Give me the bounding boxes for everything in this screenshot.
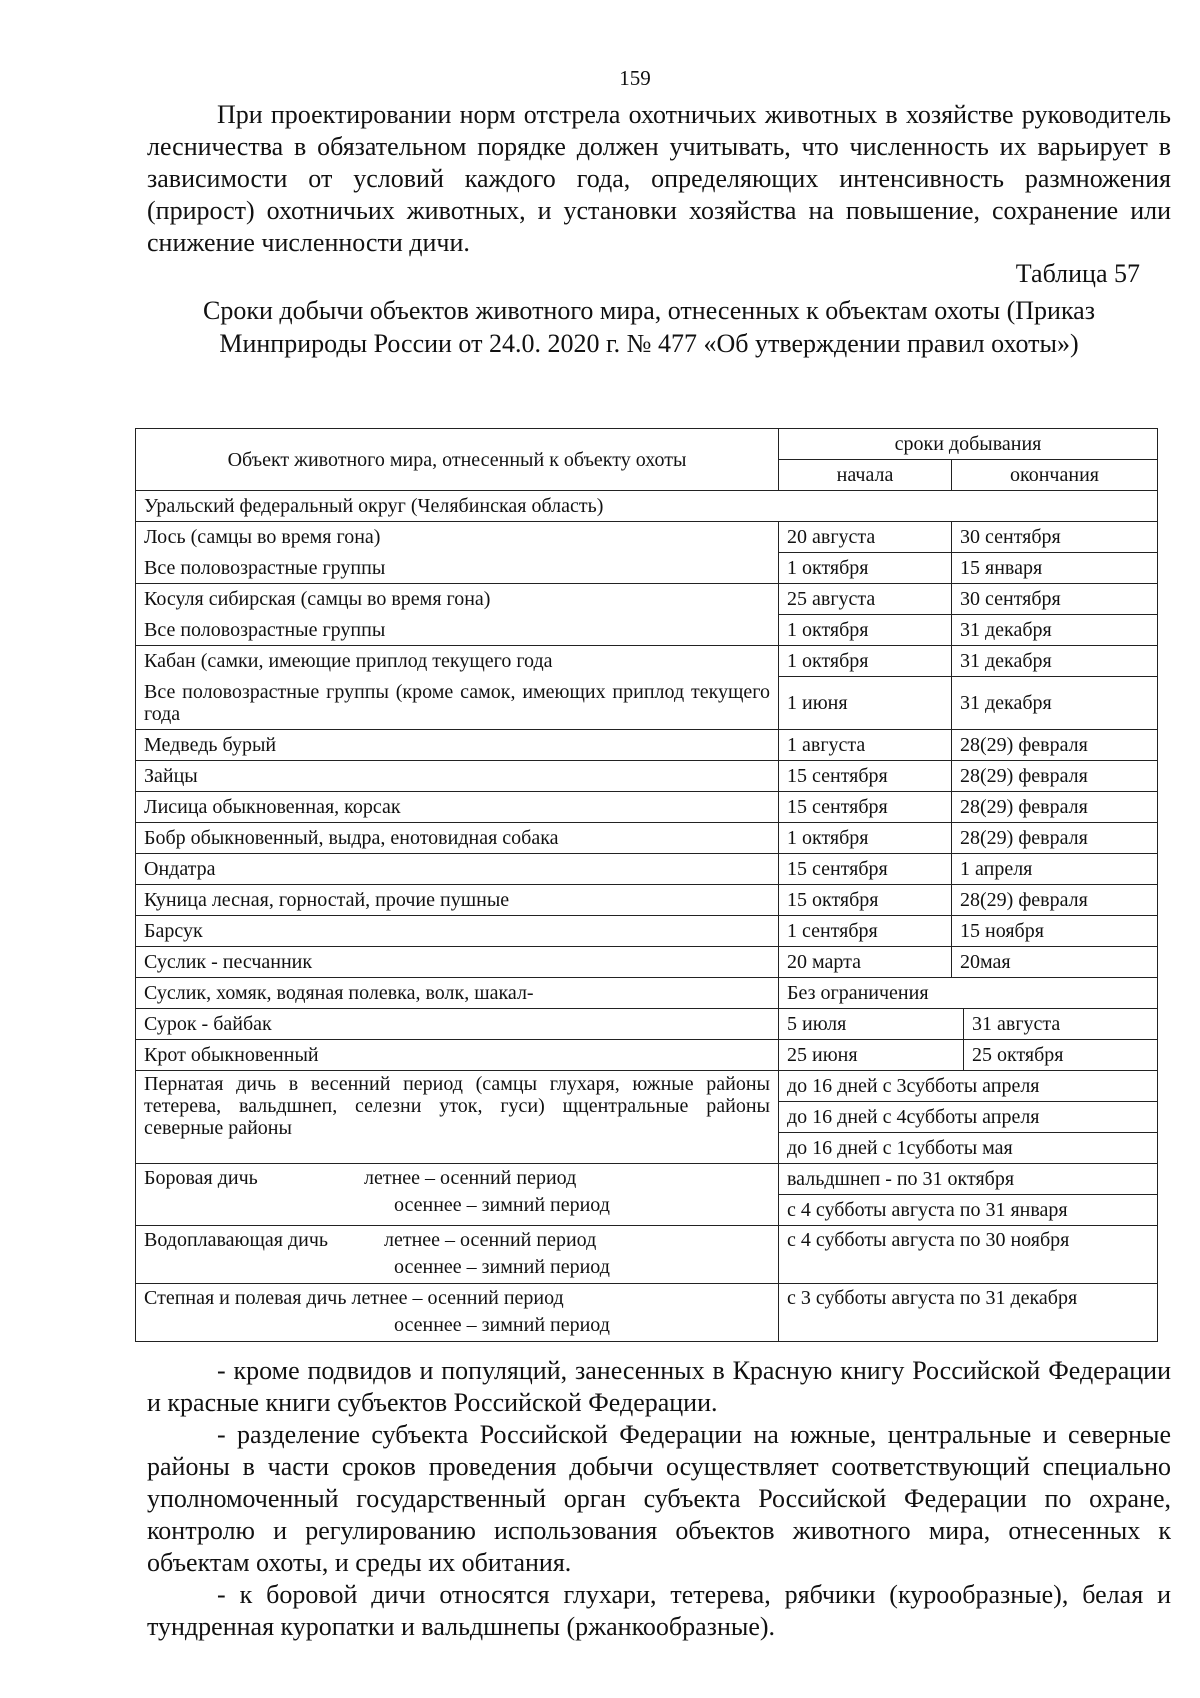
- row-period: с 4 субботы августа по 31 января: [779, 1194, 1158, 1225]
- row-name: Зайцы: [136, 760, 779, 791]
- forest-game-name: Боровая дичь: [144, 1166, 258, 1189]
- row-end: 28(29) февраля: [952, 760, 1158, 791]
- row-end: 15 ноября: [952, 915, 1158, 946]
- row-start: 20 марта: [779, 946, 952, 977]
- intro-paragraph: При проектировании норм отстрела охотничьих животных в хозяйстве руководитель лесничества в обязательном порядке должен учитывать, что численность их варьирует в зависимости от условий каждого года, определяющих интенсивность размножения (прирост) охотничьих животных, и установки хозяйства на повышение, сохранение или снижение численности дичи.: [147, 100, 1171, 257]
- feathered-game-name: Пернатая дичь в весенний период (самцы глухаря, южные районы тетерева, вальдшнеп, селезни уток, гуси) щцентральные районы северные районы: [136, 1070, 779, 1163]
- table-row: [136, 729, 1158, 760]
- row-start: 5 июля: [779, 1008, 964, 1039]
- forest-winter-period: осеннее – зимний период: [394, 1193, 610, 1216]
- row-name: Ондатра: [136, 853, 779, 884]
- row-end: 30 сентября: [952, 584, 1158, 615]
- table-row: [136, 615, 1158, 646]
- table-row: [136, 1008, 1158, 1039]
- row-name: Лисица обыкновенная, корсак: [136, 791, 779, 822]
- row-name: Сурок - байбак: [136, 1008, 779, 1039]
- steppe-winter-period: осеннее – зимний период: [394, 1313, 610, 1336]
- row-name: Бобр обыкновенный, выдра, енотовидная собака: [136, 822, 779, 853]
- forest-summer-period: летнее – осенний период: [364, 1166, 577, 1189]
- row-end: 28(29) февраля: [952, 884, 1158, 915]
- row-name: Лось (самцы во время гона): [136, 522, 779, 553]
- row-name: Кабан (самки, имеющие приплод текущего года: [136, 646, 779, 677]
- table-title: Сроки добычи объектов животного мира, отнесенных к объектам охоты (Приказ Минприроды России от 24.0. 2020 г. № 477 «Об утверждении правил охоты»): [202, 296, 1095, 358]
- row-end: 28(29) февраля: [952, 822, 1158, 853]
- table-label: Таблица 57: [1015, 259, 1140, 288]
- row-end: 31 декабря: [952, 615, 1158, 646]
- row-start: 15 сентября: [779, 853, 952, 884]
- row-name: Суслик, хомяк, водяная полевка, волк, шакал-: [136, 977, 779, 1008]
- row-end: 31 августа: [964, 1008, 1158, 1039]
- row-period: до 16 дней с 1субботы мая: [779, 1132, 1158, 1163]
- row-period: Без ограничения: [779, 977, 1158, 1008]
- row-start: 1 октября: [779, 615, 952, 646]
- note-paragraph: - кроме подвидов и популяций, занесенных в Красную книгу Российской Федерации и красные книги субъектов Российской Федерации.: [147, 1356, 1171, 1417]
- header-start: начала: [779, 460, 952, 491]
- table-row: [136, 1283, 1158, 1341]
- row-name: Крот обыкновенный: [136, 1039, 779, 1070]
- forest-game-cell: [136, 1163, 779, 1225]
- header-object: Объект животного мира, отнесенный к объекту охоты: [136, 429, 779, 491]
- page-number: 159: [619, 66, 651, 90]
- row-start: 1 сентября: [779, 915, 952, 946]
- row-start: 1 октября: [779, 553, 952, 584]
- row-name: Барсук: [136, 915, 779, 946]
- water-summer-period: летнее – осенний период: [384, 1228, 597, 1251]
- note-paragraph: - разделение субъекта Российской Федерации на южные, центральные и северные районы в части сроков проведения добычи осуществляет соответствующий специально уполномоченный государственный орган субъекта Российской Федерации по охране, контролю и регулированию использования объектов животного мира, отнесенных к объектам охоты, и среды их обитания.: [147, 1420, 1171, 1577]
- hunting-periods-table: [135, 428, 1158, 1342]
- row-start: 1 октября: [779, 822, 952, 853]
- water-game-cell: [136, 1225, 779, 1283]
- row-name: Все половозрастные группы (кроме самок, имеющих приплод текущего года: [136, 677, 779, 730]
- steppe-game-cell: [136, 1283, 779, 1341]
- row-end: 28(29) февраля: [952, 729, 1158, 760]
- row-start: 25 июня: [779, 1039, 964, 1070]
- table-row: [136, 1163, 1158, 1194]
- row-name: Все половозрастные группы: [136, 553, 779, 584]
- row-period: с 4 субботы августа по 30 ноября: [779, 1225, 1158, 1283]
- note-paragraph: - к боровой дичи относятся глухари, тетерева, рябчики (курообразные), белая и тундренная куропатки и вальдшнепы (ржанкообразные).: [147, 1580, 1171, 1641]
- row-end: 15 января: [952, 553, 1158, 584]
- row-start: 15 сентября: [779, 791, 952, 822]
- table-row: [136, 915, 1158, 946]
- table-row: [136, 646, 1158, 677]
- table-row: [136, 584, 1158, 615]
- table-row: [136, 1225, 1158, 1283]
- table-row: [136, 1070, 1158, 1101]
- row-period: вальдшнеп - по 31 октября: [779, 1163, 1158, 1194]
- row-start: 1 июня: [779, 677, 952, 730]
- row-name: Куница лесная, горностай, прочие пушные: [136, 884, 779, 915]
- row-end: 25 октября: [964, 1039, 1158, 1070]
- row-period: до 16 дней с 3субботы апреля: [779, 1070, 1158, 1101]
- row-end: 31 декабря: [952, 677, 1158, 730]
- row-end: 31 декабря: [952, 646, 1158, 677]
- table-row: [136, 1039, 1158, 1070]
- row-end: 30 сентября: [952, 522, 1158, 553]
- table-row: [136, 522, 1158, 553]
- row-period: с 3 субботы августа по 31 декабря: [779, 1283, 1158, 1341]
- row-start: 1 октября: [779, 646, 952, 677]
- row-start: 1 августа: [779, 729, 952, 760]
- table-row: [136, 946, 1158, 977]
- row-name: Медведь бурый: [136, 729, 779, 760]
- row-end: 1 апреля: [952, 853, 1158, 884]
- table-row: [136, 791, 1158, 822]
- region-row: Уральский федеральный округ (Челябинская область): [136, 491, 1158, 522]
- row-name: Косуля сибирская (самцы во время гона): [136, 584, 779, 615]
- row-name: Все половозрастные группы: [136, 615, 779, 646]
- water-game-name: Водоплавающая дичь: [144, 1228, 329, 1251]
- row-name: Суслик - песчанник: [136, 946, 779, 977]
- water-winter-period: осеннее – зимний период: [394, 1255, 610, 1278]
- notes: [147, 1355, 1171, 1643]
- row-period: до 16 дней с 4субботы апреля: [779, 1101, 1158, 1132]
- table-row: [136, 822, 1158, 853]
- table-row: [136, 853, 1158, 884]
- table-row: [136, 977, 1158, 1008]
- row-start: 15 октября: [779, 884, 952, 915]
- row-start: 15 сентября: [779, 760, 952, 791]
- row-end: 20мая: [952, 946, 1158, 977]
- table-row: [136, 884, 1158, 915]
- table-row: [136, 760, 1158, 791]
- header-end: окончания: [952, 460, 1158, 491]
- steppe-game-name: Степная и полевая дичь летнее – осенний период: [144, 1286, 564, 1309]
- row-end: 28(29) февраля: [952, 791, 1158, 822]
- header-period: сроки добывания: [779, 429, 1158, 460]
- row-start: 25 августа: [779, 584, 952, 615]
- table-row: [136, 553, 1158, 584]
- table-row: [136, 677, 1158, 730]
- row-start: 20 августа: [779, 522, 952, 553]
